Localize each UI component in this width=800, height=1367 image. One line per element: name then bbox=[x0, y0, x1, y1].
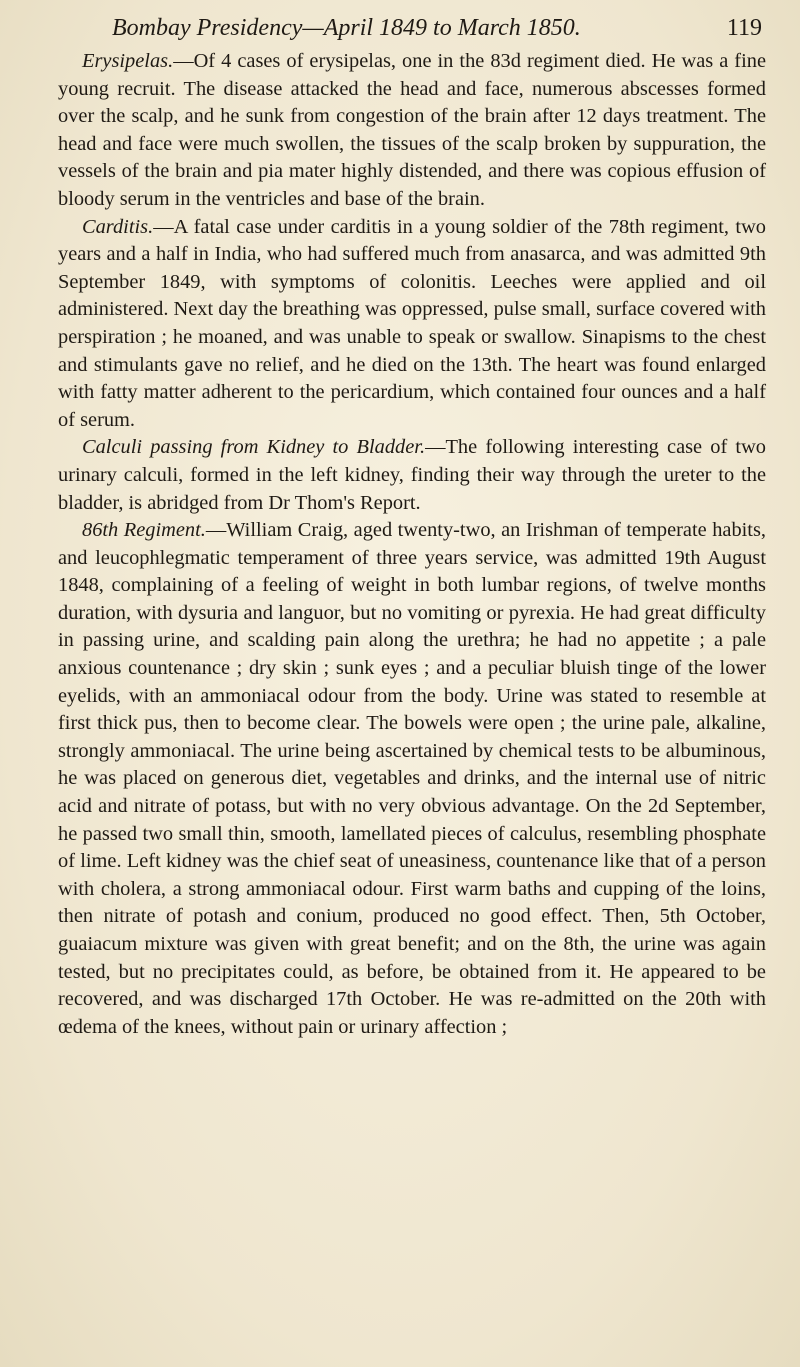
paragraph-carditis bbox=[58, 214, 766, 435]
paragraph-text: —William Craig, aged twenty-two, an Irishman of temperate habits, and leucophlegmatic temperament of three years service, was admitted 19th August 1848, complaining of a feeling of weight in both lumbar regions, of twelve months duration, with dysuria and languor, but no vomiting or pyrexia. He had great difficulty in passing urine, and scalding pain along the urethra; he had no appetite ; a pale anxious countenance ; dry skin ; sunk eyes ; and a peculiar bluish tinge of the lower eyelids, with an ammoniacal odour from the body. Urine was stated to resemble at first thick pus, then to become clear. The bowels were open ; the urine pale, alkaline, strongly ammoniacal. The urine being ascertained by chemical tests to be albuminous, he was placed on generous diet, vegetables and drinks, and the internal use of nitric acid and nitrate of potass, but with no very obvious advantage. On the 2d September, he passed two small thin, smooth, lamellated pieces of calculus, resembling phosphate of lime. Left kidney was the chief seat of uneasiness, countenance like that of a person with cholera, a strong ammoniacal odour. First warm baths and cupping of the loins, then nitrate of potash and conium, produced no good effect. Then, 5th October, guaiacum mixture was given with great benefit; and on the 8th, the urine was again tested, but no precipitates could, as before, be obtained from it. He appeared to be recovered, and was discharged 17th October. He was re-admitted on the 20th with œdema of the knees, without pain or urinary affection ; bbox=[58, 519, 766, 1038]
paragraph-heading: Erysipelas. bbox=[82, 50, 174, 72]
paragraph-text: —A fatal case under carditis in a young soldier of the 78th regiment, two years and a half in India, who had suffered much from anasarca, and was admitted 9th September 1849, with symptoms of colonitis. Leeches were applied and oil administered. Next day the breathing was oppressed, pulse small, surface covered with perspiration ; he moaned, and was unable to speak or swallow. Sinapisms to the chest and stimulants gave no relief, and he died on the 13th. The heart was found enlarged with fatty matter adherent to the pericardium, which contained four ounces and a half of serum. bbox=[58, 215, 766, 431]
paragraph-erysipelas bbox=[58, 48, 766, 214]
page-number: 119 bbox=[726, 15, 762, 41]
paragraph-heading: 86th Regiment. bbox=[82, 519, 206, 542]
paragraph-86th-regiment bbox=[58, 517, 766, 1041]
paragraph-heading: Calculi passing from Kidney to Bladder. bbox=[82, 436, 426, 459]
paragraph-text: —The following interesting case of two urinary calculi, formed in the left kidney, finding their way through the ureter to the bladder, is abridged from Dr Thom's Report. bbox=[58, 436, 766, 514]
running-head bbox=[112, 10, 762, 46]
body-text bbox=[58, 48, 766, 1041]
paragraph-calculi bbox=[58, 434, 766, 517]
paragraph-text: —Of 4 cases of erysipelas, one in the 83d regiment died. He was a fine young recruit. The disease attacked the head and face, numerous abscesses formed over the scalp, and he sunk from congestion of the brain after 12 days treatment. The head and face were much swollen, the tissues of the scalp broken by suppuration, the vessels of the brain and pia mater highly distended, and there was copious effusion of bloody serum in the ventricles and base of the brain. bbox=[58, 50, 766, 210]
paragraph-heading: Carditis. bbox=[82, 215, 154, 238]
running-head-title: Bombay Presidency—April 1849 to March 1850. bbox=[112, 15, 581, 41]
